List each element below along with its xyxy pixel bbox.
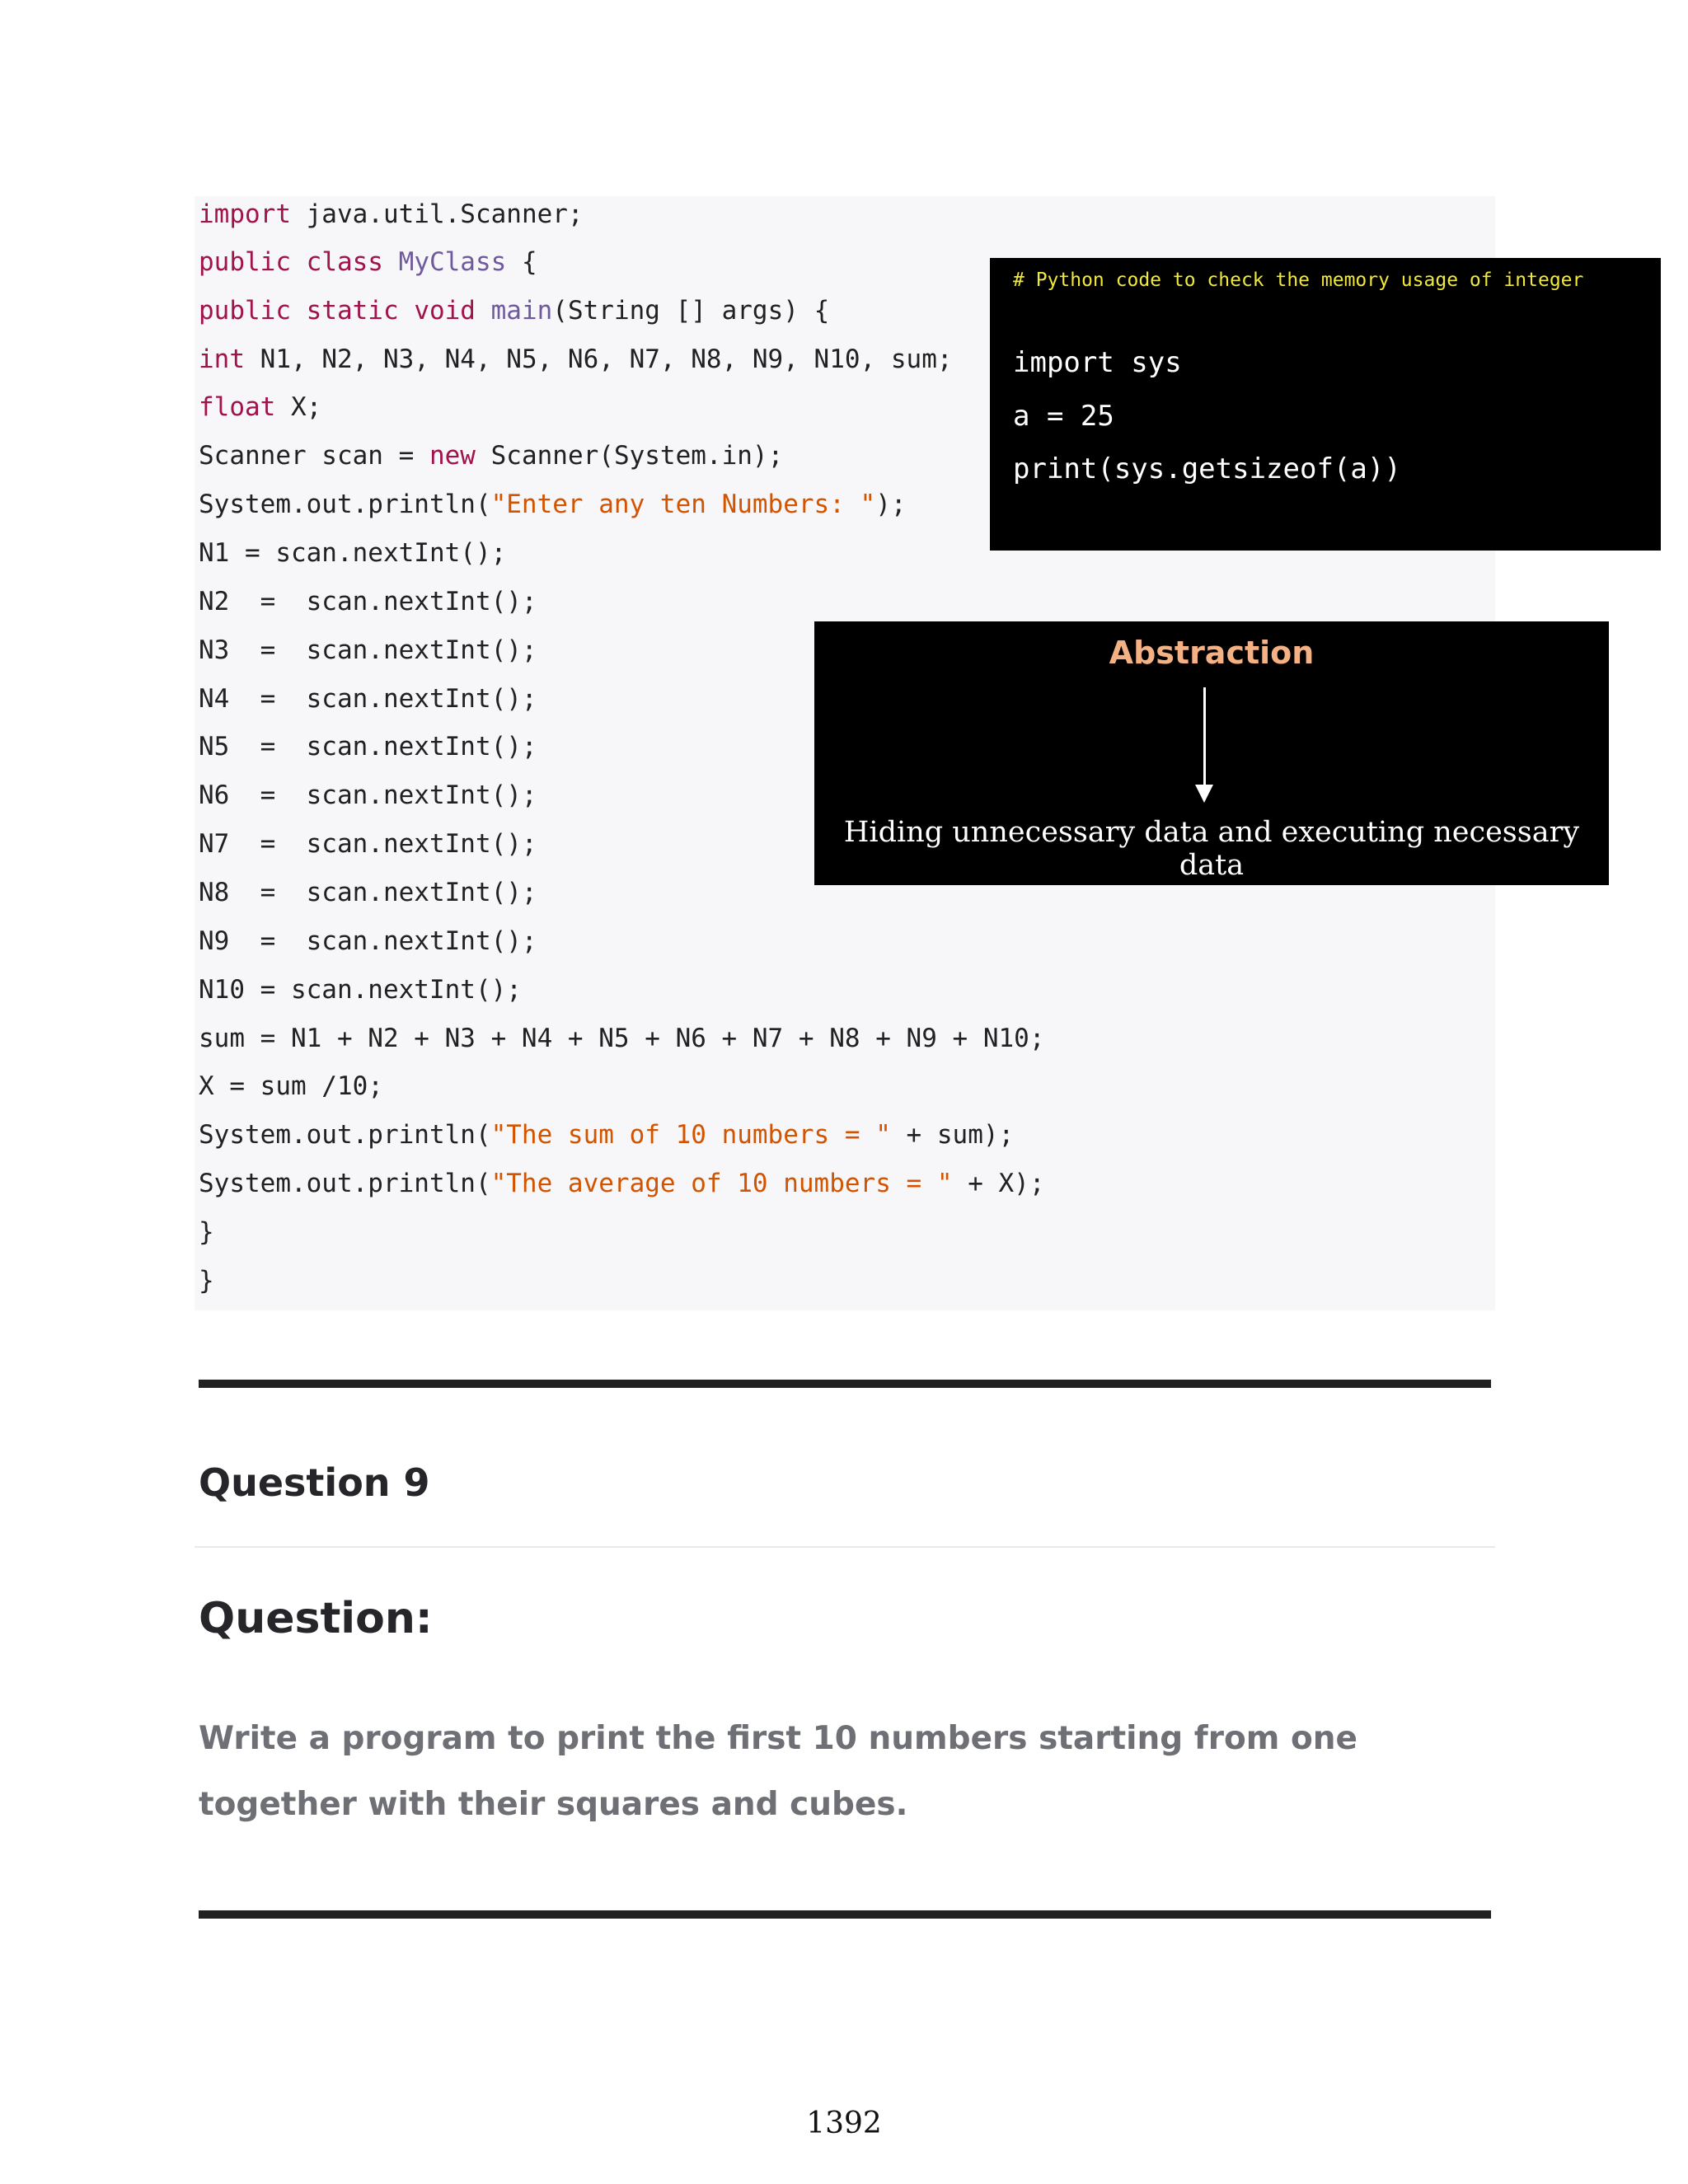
code-line-n3: N3 = scan.nextInt();: [199, 635, 537, 665]
question-number: Question 9: [199, 1460, 430, 1505]
code-line-float: float X;: [199, 392, 322, 422]
code-line-main: public static void main(String [] args) {: [199, 296, 830, 326]
down-arrow-icon: [1203, 687, 1206, 786]
code-line-int: int N1, N2, N3, N4, N5, N6, N7, N8, N9, N10, sum;: [199, 344, 953, 374]
section-divider-bottom: [199, 1910, 1491, 1919]
code-line-class: public class MyClass {: [199, 247, 537, 277]
page-number: 1392: [806, 2107, 882, 2140]
python-line-print: print(sys.getsizeof(a)): [1013, 452, 1401, 485]
code-line-n9: N9 = scan.nextInt();: [199, 926, 537, 956]
code-line-n10: N10 = scan.nextInt();: [199, 975, 522, 1005]
code-line-n5: N5 = scan.nextInt();: [199, 732, 537, 762]
code-line-println-average: System.out.println("The average of 10 numbers = " + X);: [199, 1169, 1045, 1198]
code-line-sum: sum = N1 + N2 + N3 + N4 + N5 + N6 + N7 + N8 + N9 + N10;: [199, 1024, 1045, 1053]
code-line-n2: N2 = scan.nextInt();: [199, 587, 537, 616]
code-line-close-class: }: [199, 1266, 214, 1296]
code-line-average-calc: X = sum /10;: [199, 1071, 383, 1101]
arrow-head-icon: [1195, 785, 1213, 803]
code-line-close-main: }: [199, 1217, 214, 1247]
code-line-println-enter: System.out.println("Enter any ten Numbers: ");: [199, 490, 907, 519]
question-divider: [195, 1546, 1495, 1548]
code-line-n8: N8 = scan.nextInt();: [199, 878, 537, 907]
code-line-scanner: Scanner scan = new Scanner(System.in);: [199, 441, 784, 471]
section-divider-top: [199, 1380, 1491, 1388]
code-line-n4: N4 = scan.nextInt();: [199, 684, 537, 714]
code-line-n7: N7 = scan.nextInt();: [199, 829, 537, 859]
question-text: Write a program to print the first 10 numbers starting from one together with their squares and cubes.: [199, 1720, 1357, 1823]
python-line-import: import sys: [1013, 346, 1182, 379]
python-line-assign: a = 25: [1013, 400, 1114, 433]
code-line-import: import java.util.Scanner;: [199, 199, 584, 229]
abstraction-title: Abstraction: [1109, 635, 1315, 671]
code-line-n1: N1 = scan.nextInt();: [199, 538, 507, 568]
question-heading: Question:: [199, 1594, 433, 1643]
code-line-println-sum: System.out.println("The sum of 10 numbers = " + sum);: [199, 1120, 1015, 1150]
code-line-n6: N6 = scan.nextInt();: [199, 780, 537, 810]
python-comment: # Python code to check the memory usage of integer: [1013, 269, 1584, 291]
abstraction-description: Hiding unnecessary data and executing necessary data: [843, 816, 1580, 882]
